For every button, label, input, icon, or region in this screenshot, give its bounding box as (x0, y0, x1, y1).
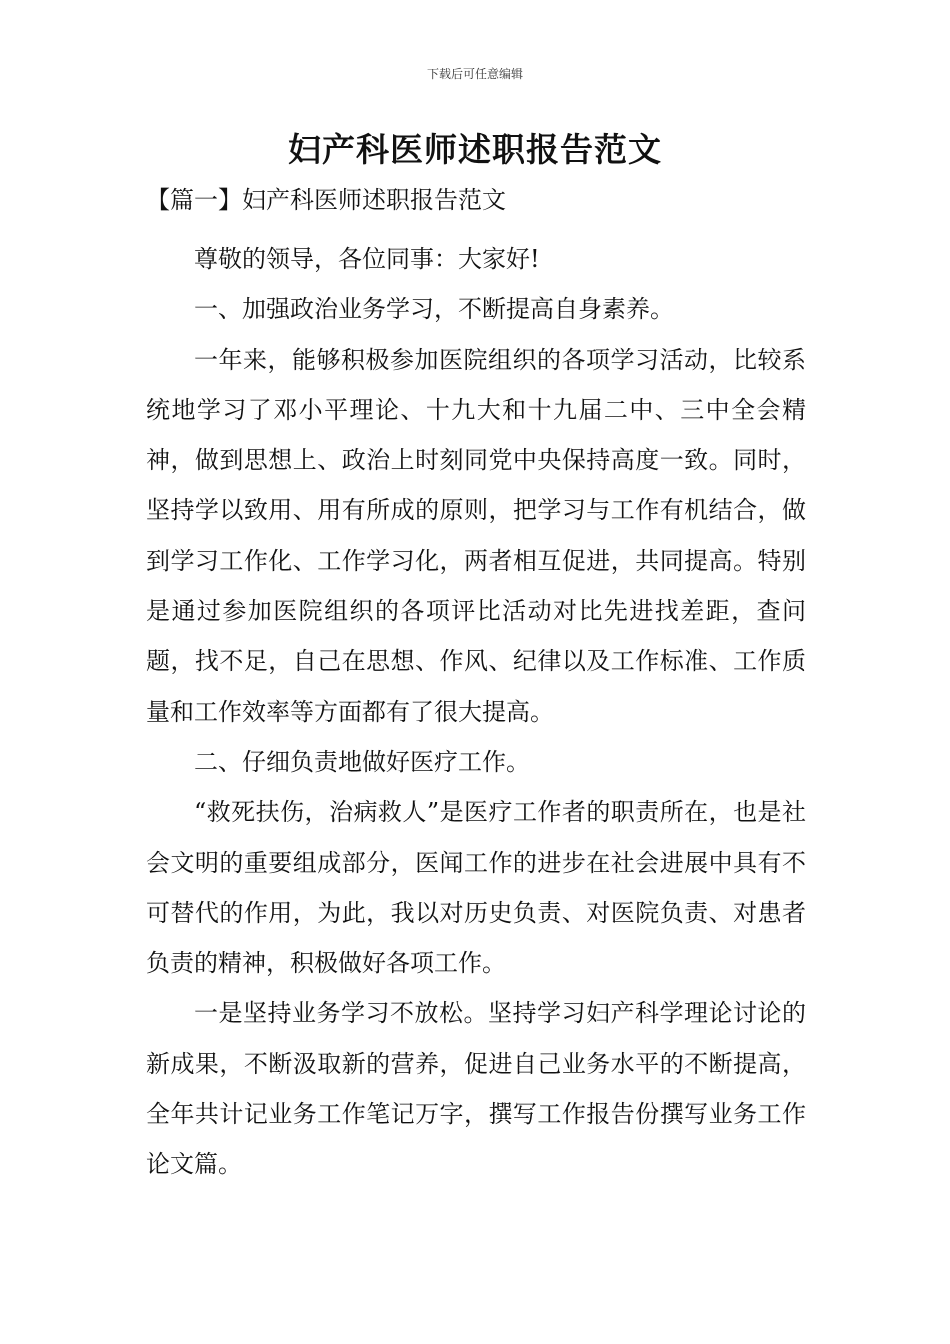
paragraph-heading-1: 一、加强政治业务学习，不断提高自身素养。 (194, 295, 674, 324)
section-heading: 【篇一】妇产科医师述职报告范文 (146, 186, 506, 214)
paragraph-learning: 一是坚持业务学习不放松。坚持学习妇产科学理论讨论的新成果，不断汲取新的营养，促进自己业务水平的不断提高，全年共计记业务工作笔记万字，撰写工作报告份撰写业务工作论文篇。 (146, 999, 806, 1179)
paragraph-greeting: 尊敬的领导，各位同事：大家好! (194, 245, 540, 273)
paragraph-heading-2: 二、仔细负责地做好医疗工作。 (194, 747, 530, 776)
document-body (146, 234, 806, 1190)
paragraph-study: 一年来，能够积极参加医院组织的各项学习活动，比较系统地学习了邓小平理论、十九大和十九届二中、三中全会精神，做到思想上、政治上时刻同党中央保持高度一致。同时，坚持学以致用、用有所成的原则，把学习与工作有机结合，做到学习工作化、工作学习化，两者相互促进，共同提高。特别是通过参加医院组织的各项评比活动对比先进找差距，查问题，找不足，自己在思想、作风、纪律以及工作标准、工作质量和工作效率等方面都有了很大提高。 (146, 345, 806, 726)
document-title: 妇产科医师述职报告范文 (288, 130, 662, 169)
header-note: 下载后可任意编辑 (426, 67, 523, 81)
paragraph-duty: “救死扶伤，治病救人”是医疗工作者的职责所在，也是社会文明的重要组成部分，医闻工作的进步在社会进展中具有不可替代的作用，为此，我以对历史负责、对医院负责、对患者负责的精神，积极做好各项工作。 (146, 798, 806, 978)
